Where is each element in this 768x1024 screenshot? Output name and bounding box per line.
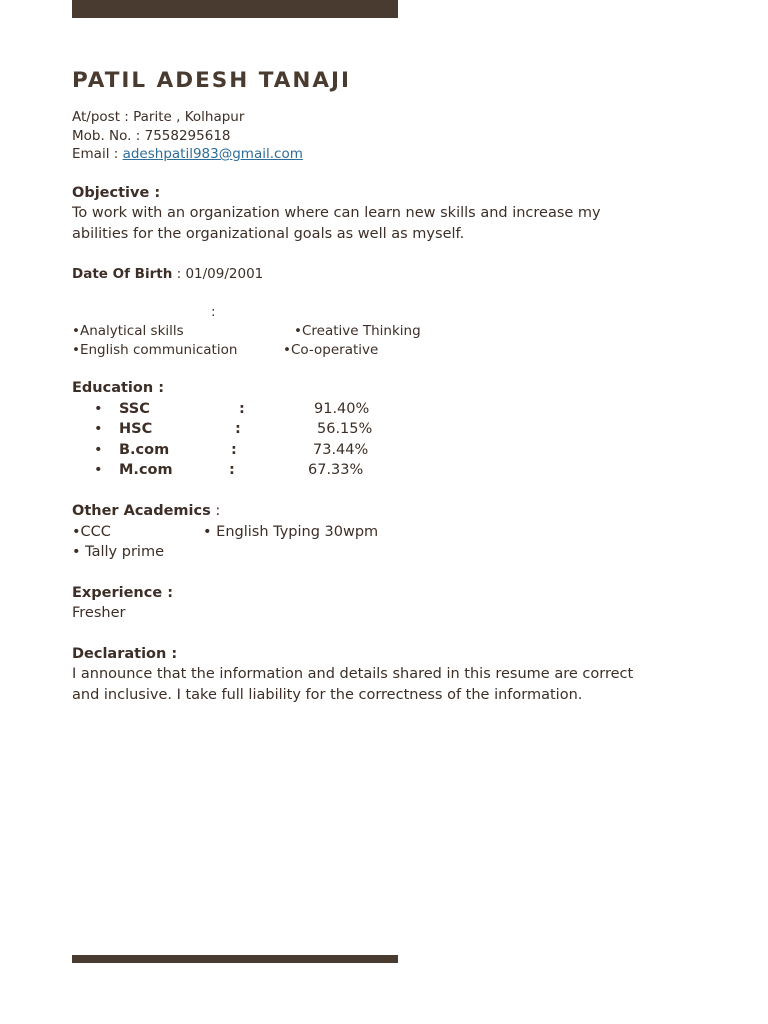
objective-line-1: To work with an organization where can learn new skills and increase my bbox=[72, 205, 601, 221]
education-name: M.com bbox=[119, 462, 173, 478]
declaration-text bbox=[72, 664, 692, 705]
education-name: SSC bbox=[119, 401, 150, 417]
skill-item: •Creative Thinking bbox=[294, 323, 421, 339]
education-bullet: • bbox=[94, 401, 103, 417]
email-label: Email : bbox=[72, 146, 123, 162]
skill-item: •Analytical skills bbox=[72, 323, 184, 339]
objective-line-2: abilities for the organizational goals as well as myself. bbox=[72, 225, 465, 242]
education-colon: : bbox=[229, 462, 235, 478]
bottom-decorative-bar bbox=[72, 955, 398, 963]
education-bullet: • bbox=[94, 421, 103, 437]
other-academics-heading-line bbox=[72, 501, 220, 521]
email-line bbox=[72, 145, 303, 163]
email-link[interactable]: adeshpatil983@gmail.com bbox=[122, 146, 303, 162]
education-value: 67.33% bbox=[308, 462, 364, 478]
declaration-line-2: and inclusive. I take full liability for the correctness of the information. bbox=[72, 686, 583, 703]
education-value: 91.40% bbox=[314, 401, 370, 417]
other-academics-heading: Other Academics bbox=[72, 503, 211, 519]
skills-colon: : bbox=[211, 304, 216, 320]
education-colon: : bbox=[235, 421, 241, 437]
objective-heading: Objective : bbox=[72, 185, 161, 201]
mobile-line: Mob. No. : 7558295618 bbox=[72, 128, 231, 144]
dob-label: Date Of Birth bbox=[72, 266, 173, 282]
education-bullet: • bbox=[94, 442, 103, 458]
experience-heading: Experience : bbox=[72, 585, 174, 601]
education-value: 73.44% bbox=[313, 442, 369, 458]
declaration-heading: Declaration : bbox=[72, 646, 178, 662]
skill-item: •English communication bbox=[72, 342, 238, 358]
address-line: At/post : Parite , Kolhapur bbox=[72, 109, 245, 125]
education-value: 56.15% bbox=[317, 421, 373, 437]
academic-item: • Tally prime bbox=[72, 544, 164, 560]
education-name: B.com bbox=[119, 442, 170, 458]
education-colon: : bbox=[231, 442, 237, 458]
objective-text bbox=[72, 203, 692, 244]
academic-item: •CCC bbox=[72, 524, 111, 540]
dob-value: : 01/09/2001 bbox=[172, 266, 264, 282]
top-decorative-bar bbox=[72, 0, 398, 18]
education-colon: : bbox=[239, 401, 245, 417]
academic-item: • English Typing 30wpm bbox=[203, 524, 379, 540]
dob-line bbox=[72, 265, 263, 283]
skill-item: •Co-operative bbox=[283, 342, 379, 358]
declaration-line-1: I announce that the information and details shared in this resume are correct bbox=[72, 666, 634, 682]
experience-value: Fresher bbox=[72, 605, 126, 621]
education-bullet: • bbox=[94, 462, 103, 478]
education-heading: Education : bbox=[72, 380, 165, 396]
education-name: HSC bbox=[119, 421, 153, 437]
candidate-name: PATIL ADESH TANAJI bbox=[72, 68, 352, 93]
other-academics-colon: : bbox=[210, 503, 221, 519]
